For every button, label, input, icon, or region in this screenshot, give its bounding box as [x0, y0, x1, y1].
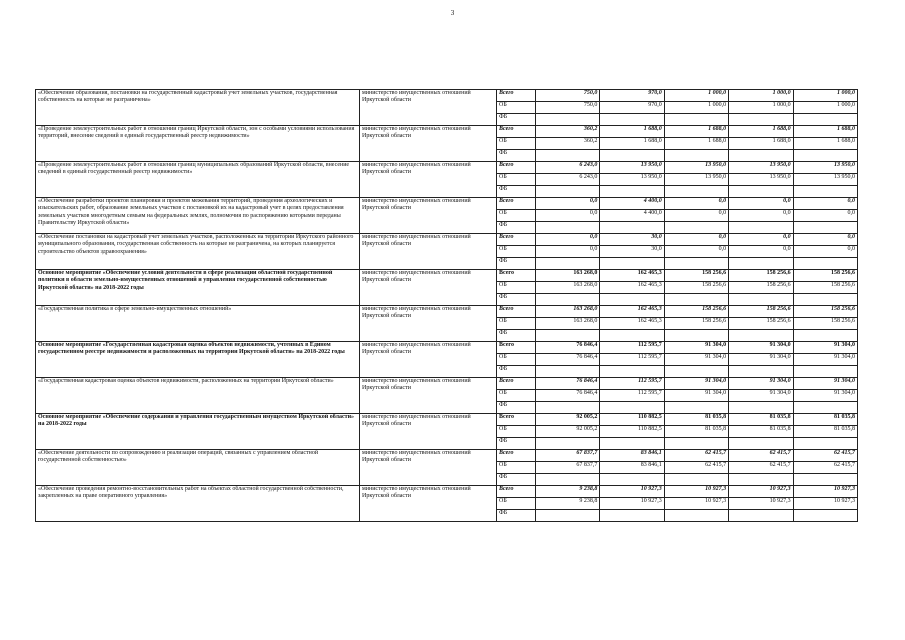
amount-cell: 112 595,7	[600, 354, 664, 366]
amount-cell	[600, 294, 664, 306]
page-number: 3	[450, 9, 455, 17]
amount-cell	[536, 150, 600, 162]
amount-cell: 110 882,5	[600, 426, 664, 438]
amount-cell: 83 846,1	[600, 462, 664, 474]
amount-cell: 0,0	[664, 234, 728, 246]
amount-cell	[600, 330, 664, 342]
amount-cell	[536, 294, 600, 306]
source-fb: ФБ	[497, 294, 536, 306]
executor-cell: министерство имущественных отношений Иркутской области	[360, 450, 497, 486]
amount-cell	[664, 330, 728, 342]
amount-cell	[600, 438, 664, 450]
amount-cell	[600, 222, 664, 234]
amount-cell	[664, 294, 728, 306]
amount-cell: 92 005,2	[536, 426, 600, 438]
amount-cell: 62 415,7	[729, 450, 793, 462]
amount-cell	[729, 330, 793, 342]
amount-cell: 158 256,6	[793, 282, 857, 294]
amount-cell: 1 688,0	[600, 126, 664, 138]
amount-cell: 9 238,8	[536, 498, 600, 510]
amount-cell: 163 268,0	[536, 318, 600, 330]
amount-cell: 91 304,0	[729, 342, 793, 354]
amount-cell	[729, 438, 793, 450]
amount-cell	[536, 474, 600, 486]
source-fb: ФБ	[497, 402, 536, 414]
amount-cell: 10 927,3	[600, 498, 664, 510]
amount-cell	[729, 114, 793, 126]
amount-cell: 91 304,0	[664, 354, 728, 366]
amount-cell: 0,0	[536, 234, 600, 246]
amount-cell: 92 005,2	[536, 414, 600, 426]
amount-cell: 81 035,8	[664, 414, 728, 426]
amount-cell: 158 256,6	[729, 306, 793, 318]
amount-cell	[664, 222, 728, 234]
source-fb: ФБ	[497, 474, 536, 486]
amount-cell: 0,0	[664, 246, 728, 258]
amount-cell: 0,0	[664, 210, 728, 222]
amount-cell: 158 256,6	[664, 270, 728, 282]
activity-title: «Государственная кадастровая оценка объектов недвижимости, расположенных на территории Иркутской области»	[36, 378, 360, 414]
amount-cell: 4 400,0	[600, 198, 664, 210]
amount-cell: 91 304,0	[729, 378, 793, 390]
amount-cell: 10 927,3	[664, 486, 728, 498]
main-activity-title: Основное мероприятие «Обеспечение содержания и управления государственным имуществом Иркутской области» на 2018-2022 годы	[36, 414, 360, 450]
source-ob: ОБ	[497, 390, 536, 402]
executor-cell: министерство имущественных отношений Иркутской области	[360, 342, 497, 378]
amount-cell: 163 268,0	[536, 282, 600, 294]
executor-cell: министерство имущественных отношений Иркутской области	[360, 306, 497, 342]
amount-cell: 10 927,3	[664, 498, 728, 510]
amount-cell: 0,0	[664, 198, 728, 210]
table-row	[36, 306, 858, 318]
amount-cell: 13 950,0	[600, 162, 664, 174]
source-fb: ФБ	[497, 510, 536, 522]
executor-cell: министерство имущественных отношений Иркутской области	[360, 90, 497, 126]
amount-cell: 0,0	[536, 246, 600, 258]
source-fb: ФБ	[497, 258, 536, 270]
amount-cell: 1 000,0	[729, 102, 793, 114]
source-total: Всего	[497, 90, 536, 102]
amount-cell	[600, 474, 664, 486]
amount-cell	[729, 258, 793, 270]
source-ob: ОБ	[497, 462, 536, 474]
table-row	[36, 90, 858, 102]
amount-cell: 1 688,0	[664, 138, 728, 150]
amount-cell: 162 465,3	[600, 282, 664, 294]
amount-cell: 158 256,6	[793, 306, 857, 318]
source-total: Всего	[497, 306, 536, 318]
source-total: Всего	[497, 198, 536, 210]
amount-cell	[536, 114, 600, 126]
source-total: Всего	[497, 414, 536, 426]
amount-cell: 6 243,0	[536, 162, 600, 174]
table-row	[36, 234, 858, 246]
table-row	[36, 450, 858, 462]
source-fb: ФБ	[497, 438, 536, 450]
amount-cell	[729, 294, 793, 306]
amount-cell: 62 415,7	[664, 450, 728, 462]
amount-cell	[664, 366, 728, 378]
amount-cell: 0,0	[729, 234, 793, 246]
amount-cell: 158 256,6	[664, 306, 728, 318]
executor-cell: министерство имущественных отношений Иркутской области	[360, 162, 497, 198]
amount-cell: 158 256,6	[729, 270, 793, 282]
amount-cell: 162 465,3	[600, 270, 664, 282]
amount-cell	[536, 186, 600, 198]
amount-cell	[729, 366, 793, 378]
amount-cell: 163 268,0	[536, 270, 600, 282]
executor-cell: министерство имущественных отношений Иркутской области	[360, 270, 497, 306]
amount-cell: 0,0	[793, 210, 857, 222]
amount-cell: 13 950,0	[793, 162, 857, 174]
amount-cell: 4 400,0	[600, 210, 664, 222]
amount-cell: 1 688,0	[729, 138, 793, 150]
amount-cell	[793, 438, 857, 450]
table-row	[36, 270, 858, 282]
amount-cell: 91 304,0	[664, 378, 728, 390]
amount-cell: 13 950,0	[729, 174, 793, 186]
amount-cell	[600, 150, 664, 162]
amount-cell	[600, 366, 664, 378]
amount-cell: 62 415,7	[793, 462, 857, 474]
amount-cell: 10 927,3	[729, 486, 793, 498]
amount-cell: 158 256,6	[664, 282, 728, 294]
source-fb: ФБ	[497, 222, 536, 234]
activity-title: «Проведение землеустроительных работ в отношении границ муниципальных образований Иркутской области, внесение сведений в единый государственный реестр недвижимости»	[36, 162, 360, 198]
table-row	[36, 162, 858, 174]
source-total: Всего	[497, 378, 536, 390]
source-ob: ОБ	[497, 246, 536, 258]
amount-cell: 9 238,8	[536, 486, 600, 498]
amount-cell: 76 846,4	[536, 342, 600, 354]
amount-cell	[600, 258, 664, 270]
amount-cell	[600, 114, 664, 126]
amount-cell: 1 688,0	[793, 138, 857, 150]
amount-cell: 67 837,7	[536, 462, 600, 474]
amount-cell	[729, 402, 793, 414]
amount-cell	[793, 294, 857, 306]
activity-title: «Обеспечение деятельности по сопровождению и реализации операций, связанных с управлением областной государственной собственностью»	[36, 450, 360, 486]
main-activity-title: Основное мероприятие «Обеспечение условий деятельности в сфере реализации областной государственной политики в области земельно-имущественных отношений и управления государственной собственностью Иркутской области» на 2018-2022 годы	[36, 270, 360, 306]
amount-cell: 750,0	[536, 90, 600, 102]
amount-cell	[793, 222, 857, 234]
activity-title: «Обеспечение разработки проектов планировки и проектов межевания территорий, проведения археологических и изыскательских работ, образование земельных участков с постановкой их на кадастровый учет в целях предоставления земельных участков многодетным семьям на федеральных землях, полномочия по распоряжению которыми переданы Правительству Иркутской области»	[36, 198, 360, 234]
source-ob: ОБ	[497, 498, 536, 510]
amount-cell: 91 304,0	[793, 390, 857, 402]
amount-cell: 67 837,7	[536, 450, 600, 462]
amount-cell	[793, 366, 857, 378]
source-total: Всего	[497, 486, 536, 498]
amount-cell: 81 035,8	[664, 426, 728, 438]
amount-cell	[600, 510, 664, 522]
amount-cell: 1 688,0	[600, 138, 664, 150]
amount-cell: 1 688,0	[664, 126, 728, 138]
amount-cell: 162 465,3	[600, 318, 664, 330]
amount-cell: 970,0	[600, 102, 664, 114]
amount-cell: 13 950,0	[664, 162, 728, 174]
amount-cell	[664, 150, 728, 162]
source-fb: ФБ	[497, 150, 536, 162]
amount-cell: 83 846,1	[600, 450, 664, 462]
amount-cell: 158 256,6	[664, 318, 728, 330]
amount-cell: 1 000,0	[729, 90, 793, 102]
amount-cell: 112 595,7	[600, 390, 664, 402]
amount-cell: 1 000,0	[793, 90, 857, 102]
amount-cell: 158 256,6	[729, 318, 793, 330]
amount-cell	[729, 510, 793, 522]
budget-table	[35, 89, 858, 522]
amount-cell: 76 846,4	[536, 390, 600, 402]
amount-cell: 360,2	[536, 138, 600, 150]
amount-cell: 0,0	[729, 198, 793, 210]
source-ob: ОБ	[497, 138, 536, 150]
amount-cell	[793, 258, 857, 270]
executor-cell: министерство имущественных отношений Иркутской области	[360, 378, 497, 414]
amount-cell: 163 268,0	[536, 306, 600, 318]
source-total: Всего	[497, 342, 536, 354]
amount-cell	[793, 186, 857, 198]
amount-cell: 13 950,0	[729, 162, 793, 174]
amount-cell: 62 415,7	[664, 462, 728, 474]
amount-cell	[664, 186, 728, 198]
amount-cell: 158 256,6	[793, 318, 857, 330]
amount-cell	[793, 150, 857, 162]
amount-cell: 13 950,0	[664, 174, 728, 186]
amount-cell	[536, 258, 600, 270]
amount-cell: 1 688,0	[793, 126, 857, 138]
amount-cell: 81 035,8	[793, 414, 857, 426]
amount-cell: 0,0	[536, 198, 600, 210]
executor-cell: министерство имущественных отношений Иркутской области	[360, 234, 497, 270]
amount-cell	[793, 402, 857, 414]
amount-cell	[536, 366, 600, 378]
source-total: Всего	[497, 270, 536, 282]
amount-cell	[664, 258, 728, 270]
source-ob: ОБ	[497, 354, 536, 366]
source-total: Всего	[497, 234, 536, 246]
amount-cell: 1 000,0	[793, 102, 857, 114]
amount-cell	[729, 222, 793, 234]
amount-cell	[664, 114, 728, 126]
amount-cell: 91 304,0	[793, 378, 857, 390]
amount-cell: 91 304,0	[793, 354, 857, 366]
amount-cell: 10 927,3	[793, 486, 857, 498]
amount-cell	[536, 402, 600, 414]
amount-cell: 10 927,3	[729, 498, 793, 510]
amount-cell	[729, 186, 793, 198]
source-fb: ФБ	[497, 186, 536, 198]
amount-cell: 91 304,0	[664, 390, 728, 402]
amount-cell: 970,0	[600, 90, 664, 102]
amount-cell: 0,0	[729, 210, 793, 222]
amount-cell	[793, 510, 857, 522]
table-row	[36, 198, 858, 210]
amount-cell: 81 035,8	[729, 426, 793, 438]
table-row	[36, 342, 858, 354]
amount-cell: 62 415,7	[729, 462, 793, 474]
source-ob: ОБ	[497, 282, 536, 294]
amount-cell: 30,0	[600, 246, 664, 258]
amount-cell: 10 927,3	[793, 498, 857, 510]
source-total: Всего	[497, 126, 536, 138]
table-row	[36, 126, 858, 138]
amount-cell: 91 304,0	[729, 390, 793, 402]
amount-cell: 158 256,6	[729, 282, 793, 294]
amount-cell: 0,0	[536, 210, 600, 222]
amount-cell	[600, 186, 664, 198]
amount-cell	[793, 330, 857, 342]
amount-cell: 10 927,3	[600, 486, 664, 498]
amount-cell	[664, 438, 728, 450]
activity-title: «Обеспечение образования, постановки на государственный кадастровый учет земельных участков, государственная собственность на которые не разграничена»	[36, 90, 360, 126]
amount-cell	[729, 474, 793, 486]
amount-cell: 1 688,0	[729, 126, 793, 138]
amount-cell: 750,0	[536, 102, 600, 114]
source-ob: ОБ	[497, 210, 536, 222]
source-fb: ФБ	[497, 366, 536, 378]
amount-cell: 91 304,0	[729, 354, 793, 366]
amount-cell: 6 243,0	[536, 174, 600, 186]
amount-cell	[536, 330, 600, 342]
amount-cell: 360,2	[536, 126, 600, 138]
source-ob: ОБ	[497, 318, 536, 330]
table-row	[36, 486, 858, 498]
source-total: Всего	[497, 450, 536, 462]
amount-cell: 30,0	[600, 234, 664, 246]
table-row	[36, 378, 858, 390]
activity-title: «Государственная политика в сфере земельно-имущественных отношений»	[36, 306, 360, 342]
main-activity-title: Основное мероприятие «Государственная кадастровая оценка объектов недвижимости, учтенных в Едином государственном реестре недвижимости и расположенных на территории Иркутской области» на 2018-2022 годы	[36, 342, 360, 378]
activity-title: «Обеспечение постановки на кадастровый учет земельных участков, расположенных на территории Иркутского районного муниципального образования, государственная собственность на которые не разграничена, на которых планируется строительство объектов здравоохранения»	[36, 234, 360, 270]
source-ob: ОБ	[497, 426, 536, 438]
activity-title: «Обеспечение проведения ремонтно-восстановительных работ на объектах областной государственной собственности, закрепленных на праве оперативного управления»	[36, 486, 360, 522]
executor-cell: министерство имущественных отношений Иркутской области	[360, 198, 497, 234]
activity-title: «Проведение землеустроительных работ в отношении границ Иркутской области, зон с особыми условиями использования территорий, внесение сведений в единый государственный реестр недвижимости»	[36, 126, 360, 162]
amount-cell: 112 595,7	[600, 378, 664, 390]
budget-table-body	[36, 90, 858, 522]
table-row	[36, 414, 858, 426]
amount-cell: 112 595,7	[600, 342, 664, 354]
amount-cell: 1 000,0	[664, 90, 728, 102]
source-ob: ОБ	[497, 102, 536, 114]
amount-cell: 76 846,4	[536, 354, 600, 366]
amount-cell: 110 882,5	[600, 414, 664, 426]
executor-cell: министерство имущественных отношений Иркутской области	[360, 486, 497, 522]
amount-cell	[536, 222, 600, 234]
amount-cell: 0,0	[793, 246, 857, 258]
amount-cell	[536, 510, 600, 522]
amount-cell: 13 950,0	[600, 174, 664, 186]
amount-cell: 91 304,0	[664, 342, 728, 354]
amount-cell	[664, 510, 728, 522]
amount-cell	[664, 402, 728, 414]
amount-cell: 0,0	[793, 234, 857, 246]
amount-cell	[793, 474, 857, 486]
amount-cell	[536, 438, 600, 450]
amount-cell	[664, 474, 728, 486]
amount-cell: 91 304,0	[793, 342, 857, 354]
amount-cell: 81 035,8	[729, 414, 793, 426]
amount-cell	[793, 114, 857, 126]
amount-cell: 158 256,6	[793, 270, 857, 282]
amount-cell: 81 035,8	[793, 426, 857, 438]
amount-cell	[729, 150, 793, 162]
amount-cell: 1 000,0	[664, 102, 728, 114]
source-total: Всего	[497, 162, 536, 174]
source-fb: ФБ	[497, 114, 536, 126]
amount-cell: 162 465,3	[600, 306, 664, 318]
amount-cell	[600, 402, 664, 414]
amount-cell: 0,0	[793, 198, 857, 210]
executor-cell: министерство имущественных отношений Иркутской области	[360, 414, 497, 450]
amount-cell: 0,0	[729, 246, 793, 258]
amount-cell: 76 846,4	[536, 378, 600, 390]
source-fb: ФБ	[497, 330, 536, 342]
source-ob: ОБ	[497, 174, 536, 186]
amount-cell: 13 950,0	[793, 174, 857, 186]
executor-cell: министерство имущественных отношений Иркутской области	[360, 126, 497, 162]
amount-cell: 62 415,7	[793, 450, 857, 462]
